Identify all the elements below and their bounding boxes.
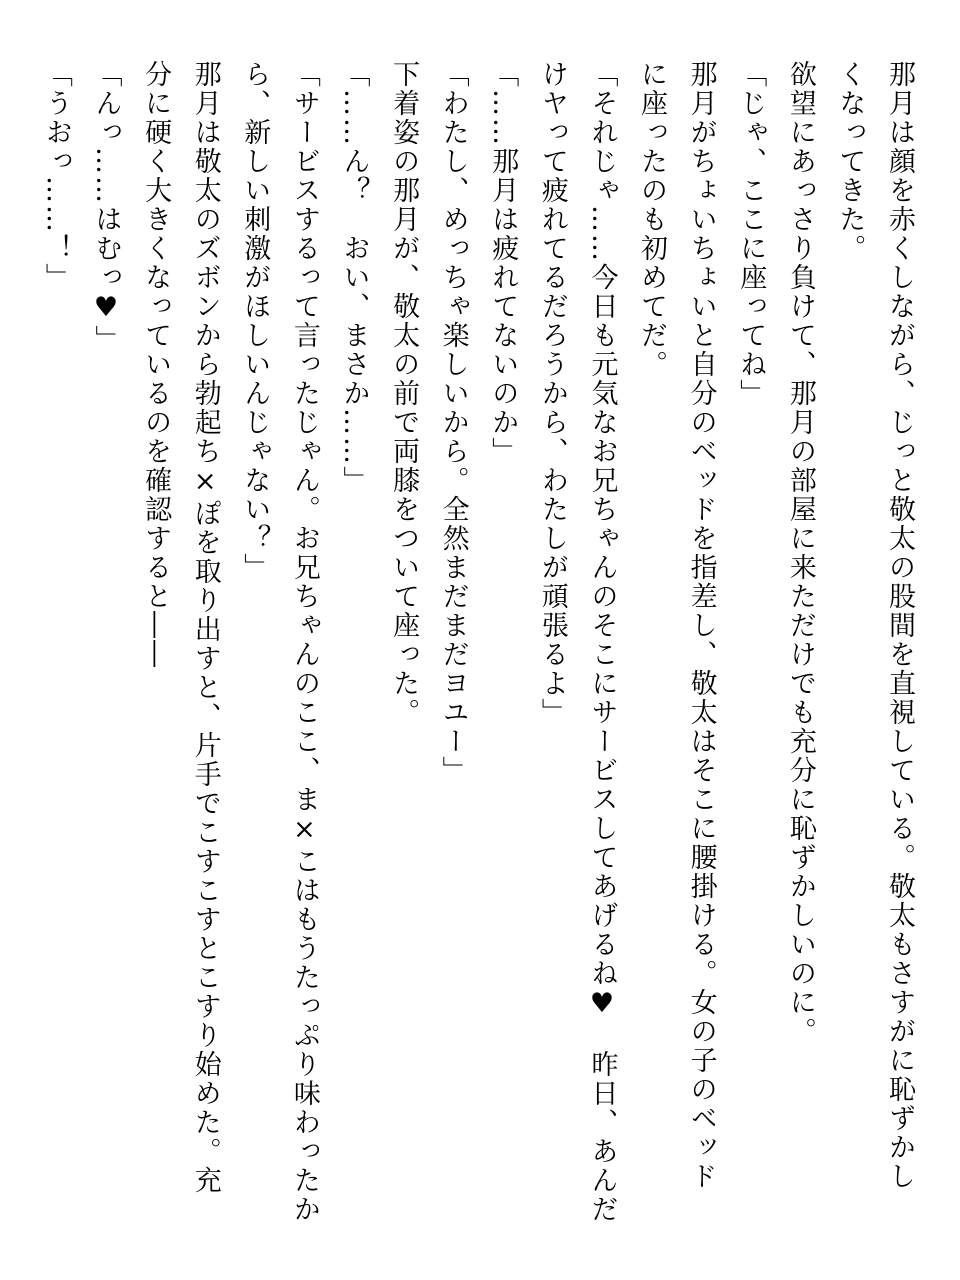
dialogue-line: けヤって疲れてるだろうから、わたしが頑張るよ」 (536, 60, 568, 727)
dialogue-line: 「サービスするって言ったじゃん。お兄ちゃんのここ、ま×こはもうたっぷり味わったか (288, 60, 320, 1224)
text-line: くなってきた。 (834, 60, 866, 263)
dialogue-line: 「……ん？ おい、まさか……」 (338, 60, 370, 495)
text-line: 下着姿の那月が、敬太の前で両膝をついて座った。 (388, 60, 420, 727)
text-line: 那月は顔を赤くしながら、じっと敬太の股間を直視している。敬太もさすがに恥ずかし (884, 60, 915, 1191)
dialogue-line: 「それじゃ……今日も元気なお兄ちゃんのそこにサービスしてあげるね♥ 昨日、あんだ (586, 60, 618, 1224)
text-line: 欲望にあっさり負けて、那月の部屋に来ただけでも充分に恥ずかしいのに。 (784, 60, 816, 1046)
dialogue-line: ら、新しい刺激がほしいんじゃない？」 (239, 60, 271, 582)
dialogue-line: 「じゃ、ここに座ってね」 (735, 60, 767, 408)
text-line: 分に硬く大きくなっているのを確認すると―― (140, 60, 172, 669)
text-line: 那月がちょいちょいと自分のベッドを指差し、敬太はそこに腰掛ける。女の子のベッド (685, 60, 717, 1191)
dialogue-line: 「わたし、めっちゃ楽しいから。全然まだまだヨユー」 (437, 60, 469, 785)
dialogue-line: 「んっ……はむっ♥」 (90, 60, 122, 354)
text-line: 那月は敬太のズボンから勃起ち×ぽを取り出すと、片手でこすこすとこすり始めた。充 (189, 60, 221, 1195)
dialogue-line: 「……那月は疲れてないのか」 (487, 60, 519, 466)
dialogue-line: 「うおっ……！」 (40, 60, 72, 292)
text-line: に座ったのも初めてだ。 (636, 60, 668, 379)
vertical-text-body (31, 60, 924, 1240)
